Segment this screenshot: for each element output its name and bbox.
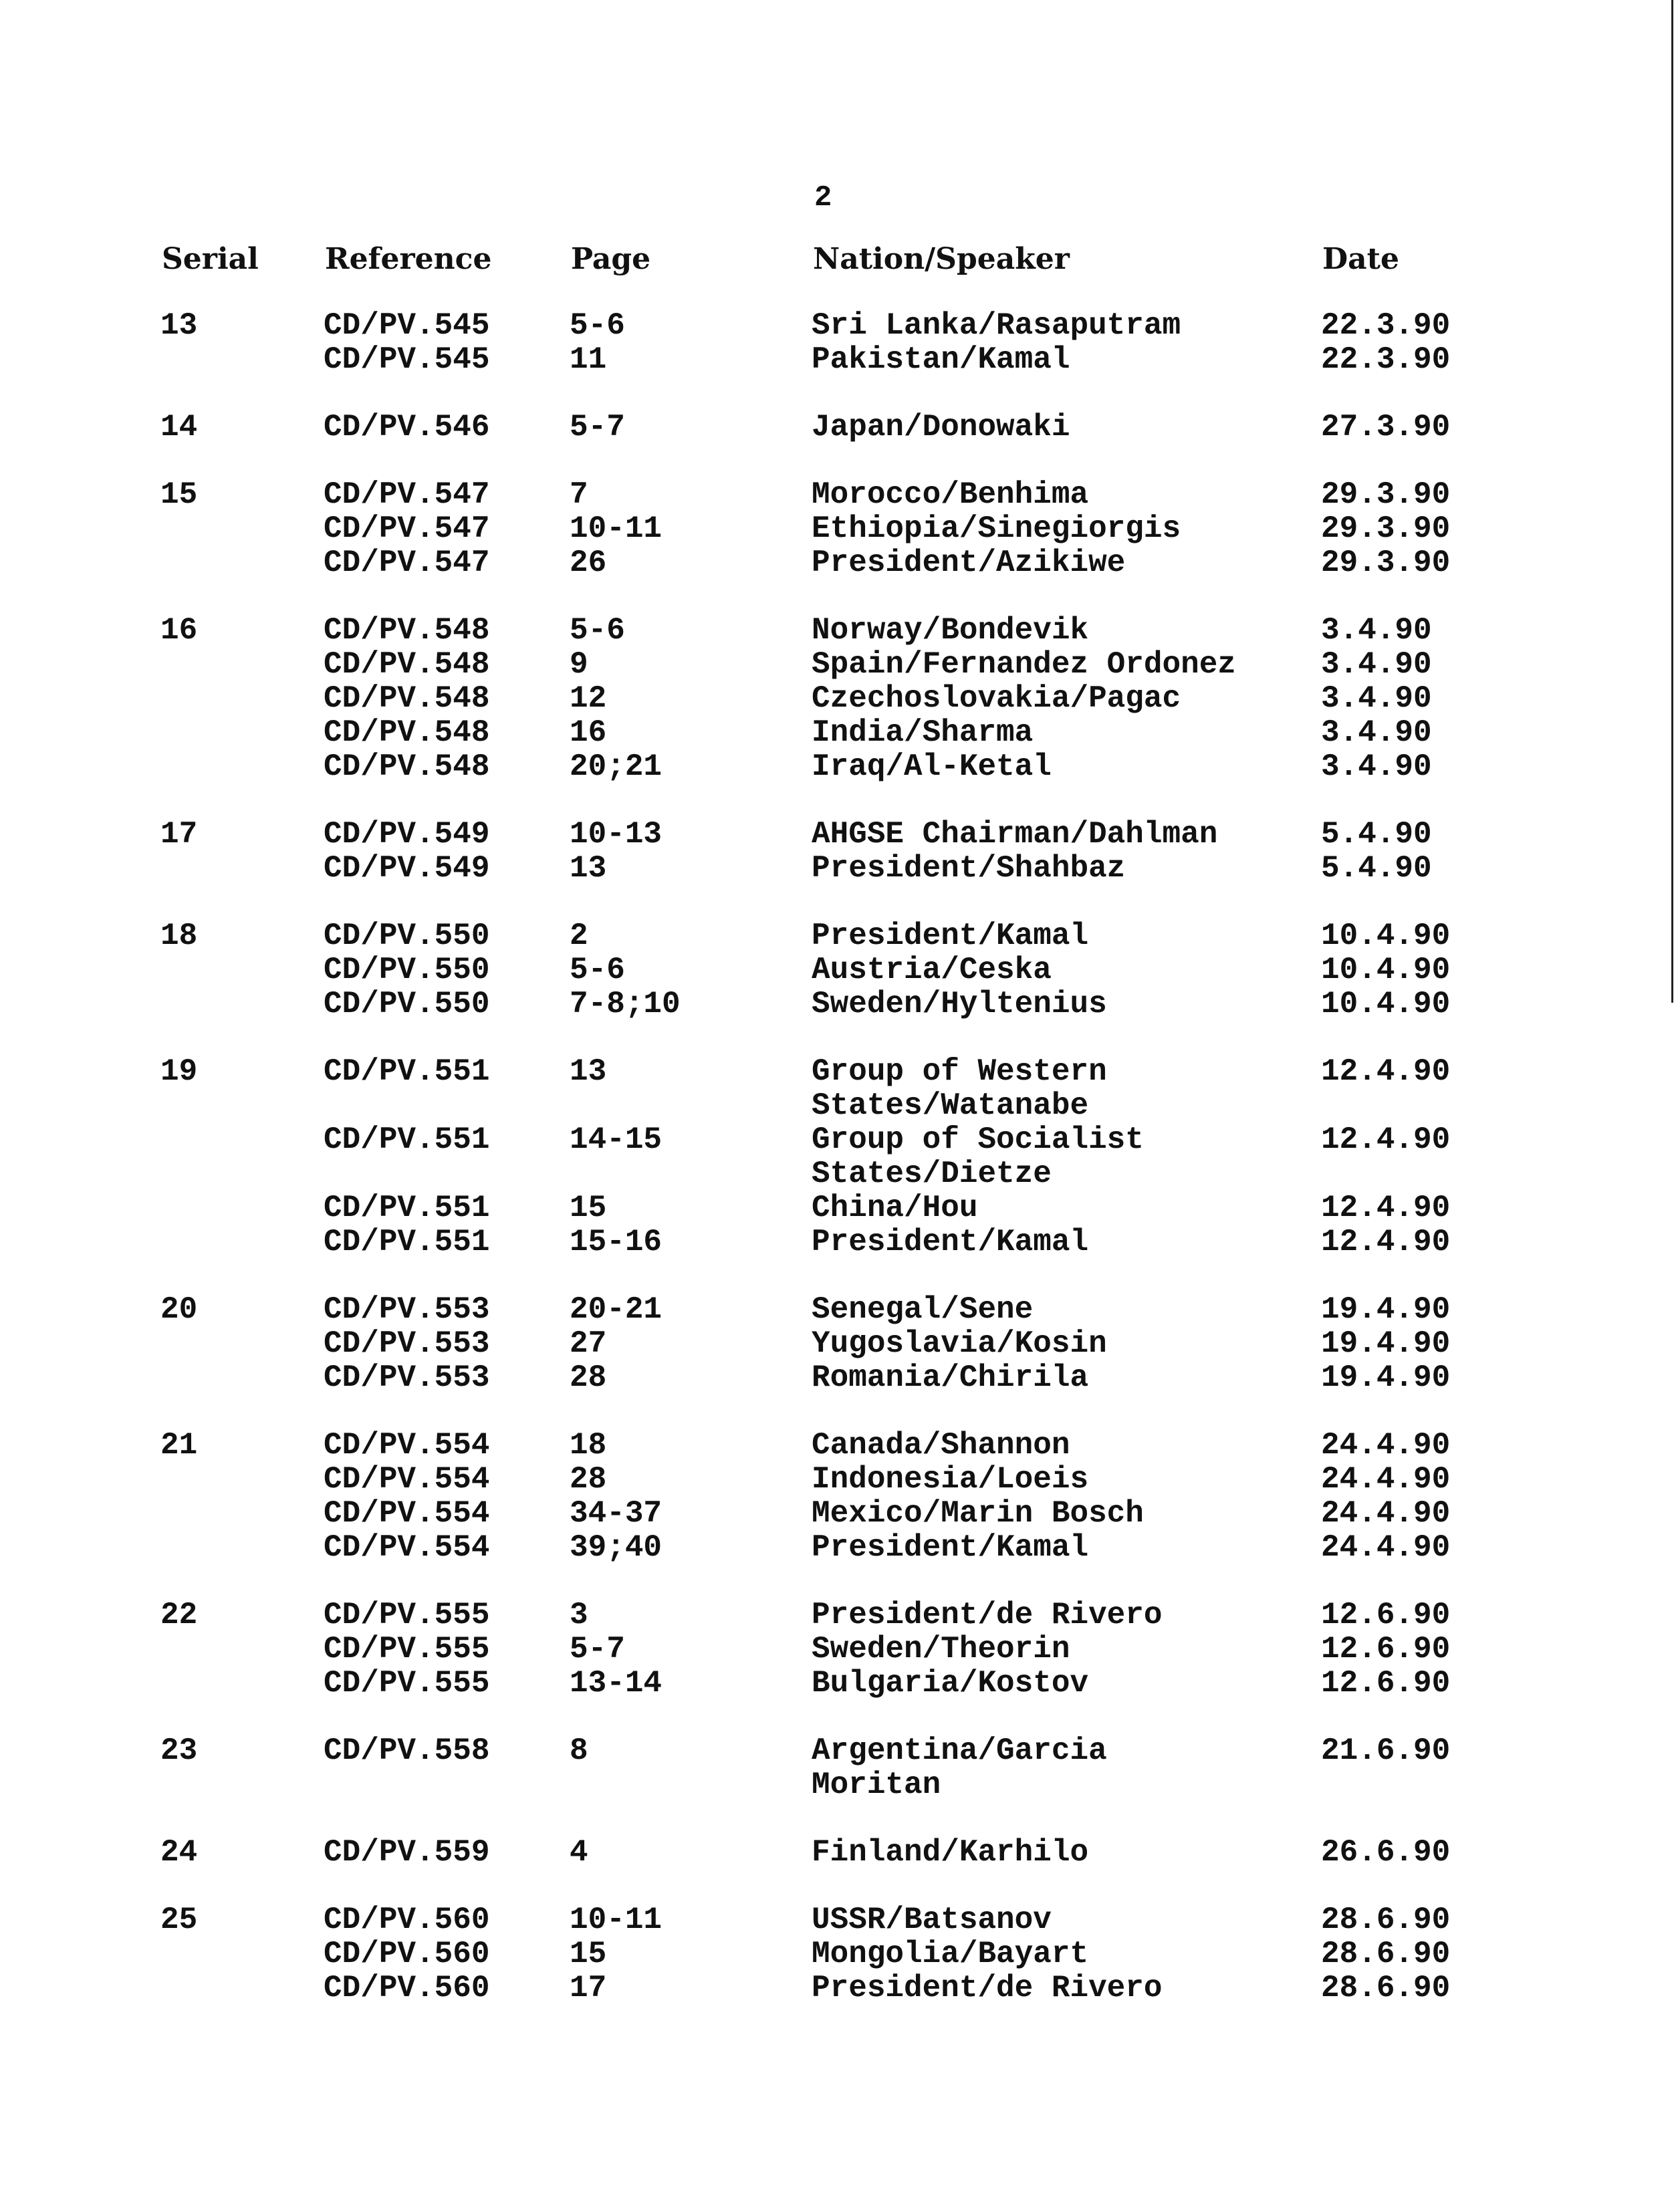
date-cell: 29.3.90 xyxy=(1321,545,1451,580)
nation-speaker-cell: Morocco/Benhima xyxy=(812,477,1089,512)
date-cell: 3.4.90 xyxy=(1321,681,1432,716)
date-cell: 21.6.90 xyxy=(1321,1733,1451,1768)
serial-number: 13 xyxy=(160,308,198,343)
serial-group xyxy=(0,919,1680,1021)
nation-speaker-cell: Bulgaria/Kostov xyxy=(812,1666,1089,1701)
page-cell: 7-8;10 xyxy=(570,987,681,1021)
date-cell: 10.4.90 xyxy=(1321,987,1451,1021)
table-row xyxy=(0,478,1680,512)
serial-number: 19 xyxy=(160,1054,198,1089)
reference-cell: CD/PV.559 xyxy=(324,1835,490,1870)
nation-speaker-cell: States/Dietze xyxy=(812,1156,1052,1191)
table-row xyxy=(0,1937,1680,1971)
date-cell: 3.4.90 xyxy=(1321,715,1432,750)
nation-speaker-cell: Sri Lanka/Rasaputram xyxy=(812,308,1181,343)
table-row xyxy=(0,1055,1680,1089)
table-row xyxy=(0,1836,1680,1870)
nation-speaker-cell: President/de Rivero xyxy=(812,1598,1163,1632)
reference-cell: CD/PV.554 xyxy=(324,1428,490,1463)
reference-cell: CD/PV.551 xyxy=(324,1191,490,1225)
nation-speaker-cell: Japan/Donowaki xyxy=(812,410,1070,445)
serial-group xyxy=(0,1734,1680,1802)
nation-speaker-cell: Moritan xyxy=(812,1768,941,1802)
serial-number: 24 xyxy=(160,1835,198,1870)
serial-number: 16 xyxy=(160,613,198,648)
page-cell: 18 xyxy=(570,1428,607,1463)
page-cell: 17 xyxy=(570,1971,607,2005)
serial-number: 20 xyxy=(160,1292,198,1327)
reference-cell: CD/PV.553 xyxy=(324,1292,490,1327)
reference-cell: CD/PV.548 xyxy=(324,749,490,784)
table-row xyxy=(0,1225,1680,1259)
serial-number: 23 xyxy=(160,1733,198,1768)
reference-cell: CD/PV.555 xyxy=(324,1632,490,1667)
date-cell: 10.4.90 xyxy=(1321,919,1451,953)
header-reference: Reference xyxy=(325,242,492,276)
group-spacer xyxy=(0,1395,1680,1429)
reference-cell: CD/PV.545 xyxy=(324,342,490,377)
nation-speaker-cell: Pakistan/Kamal xyxy=(812,342,1070,377)
date-cell: 26.6.90 xyxy=(1321,1835,1451,1870)
reference-cell: CD/PV.548 xyxy=(324,647,490,682)
page-cell: 20;21 xyxy=(570,749,663,784)
reference-cell: CD/PV.551 xyxy=(324,1054,490,1089)
page-cell: 15 xyxy=(570,1191,607,1225)
date-cell: 28.6.90 xyxy=(1321,1971,1451,2005)
serial-group xyxy=(0,309,1680,377)
table-row xyxy=(0,410,1680,445)
reference-cell: CD/PV.548 xyxy=(324,613,490,648)
nation-speaker-cell: Sweden/Theorin xyxy=(812,1632,1070,1667)
table-row xyxy=(0,1667,1680,1701)
group-spacer xyxy=(0,377,1680,410)
nation-speaker-cell: President/Kamal xyxy=(812,1530,1089,1565)
table-row xyxy=(0,750,1680,784)
page-cell: 5-6 xyxy=(570,308,625,343)
date-cell: 12.6.90 xyxy=(1321,1598,1451,1632)
reference-cell: CD/PV.548 xyxy=(324,681,490,716)
reference-cell: CD/PV.550 xyxy=(324,987,490,1021)
table-row xyxy=(0,512,1680,546)
date-cell: 12.6.90 xyxy=(1321,1632,1451,1667)
date-cell: 12.4.90 xyxy=(1321,1191,1451,1225)
header-nation-speaker: Nation/Speaker xyxy=(813,242,1070,276)
table-row xyxy=(0,1531,1680,1565)
table-row xyxy=(0,1463,1680,1497)
nation-speaker-cell: Group of Western xyxy=(812,1054,1107,1089)
nation-speaker-cell: Mexico/Marin Bosch xyxy=(812,1496,1144,1531)
reference-cell: CD/PV.560 xyxy=(324,1971,490,2005)
serial-group xyxy=(0,1836,1680,1870)
page-cell: 28 xyxy=(570,1462,607,1497)
page-cell: 4 xyxy=(570,1835,588,1870)
page-cell: 5-7 xyxy=(570,1632,625,1667)
nation-speaker-cell: Argentina/Garcia xyxy=(812,1733,1107,1768)
page-cell: 13 xyxy=(570,1054,607,1089)
page-cell: 16 xyxy=(570,715,607,750)
date-cell: 29.3.90 xyxy=(1321,511,1451,546)
date-cell: 24.4.90 xyxy=(1321,1530,1451,1565)
reference-cell: CD/PV.551 xyxy=(324,1122,490,1157)
serial-group xyxy=(0,818,1680,886)
serial-number: 22 xyxy=(160,1598,198,1632)
table-row xyxy=(0,919,1680,953)
date-cell: 12.4.90 xyxy=(1321,1122,1451,1157)
date-cell: 22.3.90 xyxy=(1321,308,1451,343)
nation-speaker-cell: Senegal/Sene xyxy=(812,1292,1034,1327)
table-row xyxy=(0,1429,1680,1463)
date-cell: 19.4.90 xyxy=(1321,1360,1451,1395)
date-cell: 19.4.90 xyxy=(1321,1292,1451,1327)
serial-group xyxy=(0,1293,1680,1395)
page-cell: 5-7 xyxy=(570,410,625,445)
page-cell: 15 xyxy=(570,1937,607,1971)
table-row xyxy=(0,648,1680,682)
page-cell: 8 xyxy=(570,1733,588,1768)
serial-group xyxy=(0,1055,1680,1259)
nation-speaker-cell: States/Watanabe xyxy=(812,1088,1089,1123)
table-row xyxy=(0,1632,1680,1667)
table-row xyxy=(0,1734,1680,1768)
serial-number: 15 xyxy=(160,477,198,512)
table-row xyxy=(0,1361,1680,1395)
nation-speaker-cell: Ethiopia/Sinegiorgis xyxy=(812,511,1181,546)
reference-cell: CD/PV.554 xyxy=(324,1496,490,1531)
table-row xyxy=(0,1293,1680,1327)
group-spacer xyxy=(0,1565,1680,1598)
group-spacer xyxy=(0,1701,1680,1734)
nation-speaker-cell: Group of Socialist xyxy=(812,1122,1144,1157)
reference-cell: CD/PV.550 xyxy=(324,919,490,953)
nation-speaker-cell: Indonesia/Loeis xyxy=(812,1462,1089,1497)
nation-speaker-cell: Iraq/Al-Ketal xyxy=(812,749,1052,784)
serial-group xyxy=(0,1598,1680,1701)
reference-cell: CD/PV.548 xyxy=(324,715,490,750)
serial-group xyxy=(0,1429,1680,1565)
date-cell: 3.4.90 xyxy=(1321,749,1432,784)
nation-speaker-cell: President/Kamal xyxy=(812,1225,1089,1259)
table-row xyxy=(0,953,1680,987)
reference-cell: CD/PV.560 xyxy=(324,1903,490,1937)
serial-group xyxy=(0,1903,1680,2005)
reference-cell: CD/PV.546 xyxy=(324,410,490,445)
group-spacer xyxy=(0,1021,1680,1055)
group-spacer xyxy=(0,1802,1680,1836)
table-row xyxy=(0,852,1680,886)
header-date: Date xyxy=(1322,242,1399,276)
reference-cell: CD/PV.558 xyxy=(324,1733,490,1768)
reference-cell: CD/PV.554 xyxy=(324,1530,490,1565)
table-row xyxy=(0,987,1680,1021)
serial-number: 17 xyxy=(160,817,198,852)
nation-speaker-cell: President/de Rivero xyxy=(812,1971,1163,2005)
page-cell: 34-37 xyxy=(570,1496,663,1531)
page-cell: 9 xyxy=(570,647,588,682)
serial-group xyxy=(0,478,1680,580)
nation-speaker-cell: Sweden/Hyltenius xyxy=(812,987,1107,1021)
page-cell: 20-21 xyxy=(570,1292,663,1327)
nation-speaker-cell: Austria/Ceska xyxy=(812,953,1052,987)
nation-speaker-cell: Czechoslovakia/Pagac xyxy=(812,681,1181,716)
speaker-table xyxy=(0,309,1680,2005)
page-cell: 14-15 xyxy=(570,1122,663,1157)
date-cell: 28.6.90 xyxy=(1321,1937,1451,1971)
page-cell: 13 xyxy=(570,851,607,886)
table-row xyxy=(0,309,1680,343)
date-cell: 27.3.90 xyxy=(1321,410,1451,445)
reference-cell: CD/PV.547 xyxy=(324,545,490,580)
nation-speaker-cell: Spain/Fernandez Ordonez xyxy=(812,647,1236,682)
reference-cell: CD/PV.545 xyxy=(324,308,490,343)
page-cell: 28 xyxy=(570,1360,607,1395)
reference-cell: CD/PV.554 xyxy=(324,1462,490,1497)
date-cell: 5.4.90 xyxy=(1321,851,1432,886)
table-row xyxy=(0,1497,1680,1531)
nation-speaker-cell: Finland/Karhilo xyxy=(812,1835,1089,1870)
nation-speaker-cell: President/Azikiwe xyxy=(812,545,1126,580)
date-cell: 12.4.90 xyxy=(1321,1054,1451,1089)
serial-number: 14 xyxy=(160,410,198,445)
table-row xyxy=(0,716,1680,750)
table-row xyxy=(0,343,1680,377)
date-cell: 10.4.90 xyxy=(1321,953,1451,987)
page-cell: 3 xyxy=(570,1598,588,1632)
page-cell: 15-16 xyxy=(570,1225,663,1259)
page-cell: 5-6 xyxy=(570,953,625,987)
page-cell: 39;40 xyxy=(570,1530,663,1565)
nation-speaker-cell: President/Shahbaz xyxy=(812,851,1126,886)
date-cell: 3.4.90 xyxy=(1321,647,1432,682)
page-cell: 12 xyxy=(570,681,607,716)
date-cell: 12.4.90 xyxy=(1321,1225,1451,1259)
table-row xyxy=(0,1971,1680,2005)
table-row xyxy=(0,1157,1680,1191)
table-row xyxy=(0,546,1680,580)
page-cell: 10-13 xyxy=(570,817,663,852)
page-cell: 7 xyxy=(570,477,588,512)
reference-cell: CD/PV.550 xyxy=(324,953,490,987)
date-cell: 28.6.90 xyxy=(1321,1903,1451,1937)
reference-cell: CD/PV.547 xyxy=(324,511,490,546)
nation-speaker-cell: AHGSE Chairman/Dahlman xyxy=(812,817,1218,852)
date-cell: 19.4.90 xyxy=(1321,1326,1451,1361)
table-row xyxy=(0,1598,1680,1632)
page-cell: 10-11 xyxy=(570,511,663,546)
reference-cell: CD/PV.549 xyxy=(324,851,490,886)
date-cell: 22.3.90 xyxy=(1321,342,1451,377)
page-cell: 5-6 xyxy=(570,613,625,648)
table-header xyxy=(0,239,1680,280)
group-spacer xyxy=(0,784,1680,818)
reference-cell: CD/PV.547 xyxy=(324,477,490,512)
nation-speaker-cell: Canada/Shannon xyxy=(812,1428,1070,1463)
table-row xyxy=(0,1327,1680,1361)
reference-cell: CD/PV.553 xyxy=(324,1326,490,1361)
page-cell: 2 xyxy=(570,919,588,953)
table-row xyxy=(0,1903,1680,1937)
table-row xyxy=(0,1123,1680,1157)
page-cell: 11 xyxy=(570,342,607,377)
header-serial: Serial xyxy=(162,242,259,276)
nation-speaker-cell: China/Hou xyxy=(812,1191,978,1225)
nation-speaker-cell: Mongolia/Bayart xyxy=(812,1937,1089,1971)
table-row xyxy=(0,614,1680,648)
reference-cell: CD/PV.560 xyxy=(324,1937,490,1971)
table-row xyxy=(0,682,1680,716)
date-cell: 24.4.90 xyxy=(1321,1462,1451,1497)
reference-cell: CD/PV.555 xyxy=(324,1598,490,1632)
page-cell: 10-11 xyxy=(570,1903,663,1937)
page-number: 2 xyxy=(814,181,832,215)
nation-speaker-cell: USSR/Batsanov xyxy=(812,1903,1052,1937)
reference-cell: CD/PV.553 xyxy=(324,1360,490,1395)
header-page: Page xyxy=(571,242,651,276)
table-row xyxy=(0,1191,1680,1225)
nation-speaker-cell: Norway/Bondevik xyxy=(812,613,1089,648)
scan-edge-line xyxy=(1671,0,1673,1003)
nation-speaker-cell: Romania/Chirila xyxy=(812,1360,1089,1395)
page-cell: 13-14 xyxy=(570,1666,663,1701)
table-row xyxy=(0,1089,1680,1123)
date-cell: 29.3.90 xyxy=(1321,477,1451,512)
group-spacer xyxy=(0,580,1680,614)
serial-group xyxy=(0,410,1680,445)
group-spacer xyxy=(0,445,1680,478)
date-cell: 12.6.90 xyxy=(1321,1666,1451,1701)
serial-number: 18 xyxy=(160,919,198,953)
serial-group xyxy=(0,614,1680,784)
table-row xyxy=(0,1768,1680,1802)
date-cell: 5.4.90 xyxy=(1321,817,1432,852)
group-spacer xyxy=(0,1259,1680,1293)
reference-cell: CD/PV.549 xyxy=(324,817,490,852)
nation-speaker-cell: Yugoslavia/Kosin xyxy=(812,1326,1107,1361)
group-spacer xyxy=(0,886,1680,919)
date-cell: 24.4.90 xyxy=(1321,1428,1451,1463)
nation-speaker-cell: India/Sharma xyxy=(812,715,1034,750)
date-cell: 3.4.90 xyxy=(1321,613,1432,648)
page-cell: 27 xyxy=(570,1326,607,1361)
group-spacer xyxy=(0,1870,1680,1903)
serial-number: 25 xyxy=(160,1903,198,1937)
page-cell: 26 xyxy=(570,545,607,580)
nation-speaker-cell: President/Kamal xyxy=(812,919,1089,953)
reference-cell: CD/PV.551 xyxy=(324,1225,490,1259)
reference-cell: CD/PV.555 xyxy=(324,1666,490,1701)
date-cell: 24.4.90 xyxy=(1321,1496,1451,1531)
table-row xyxy=(0,818,1680,852)
serial-number: 21 xyxy=(160,1428,198,1463)
